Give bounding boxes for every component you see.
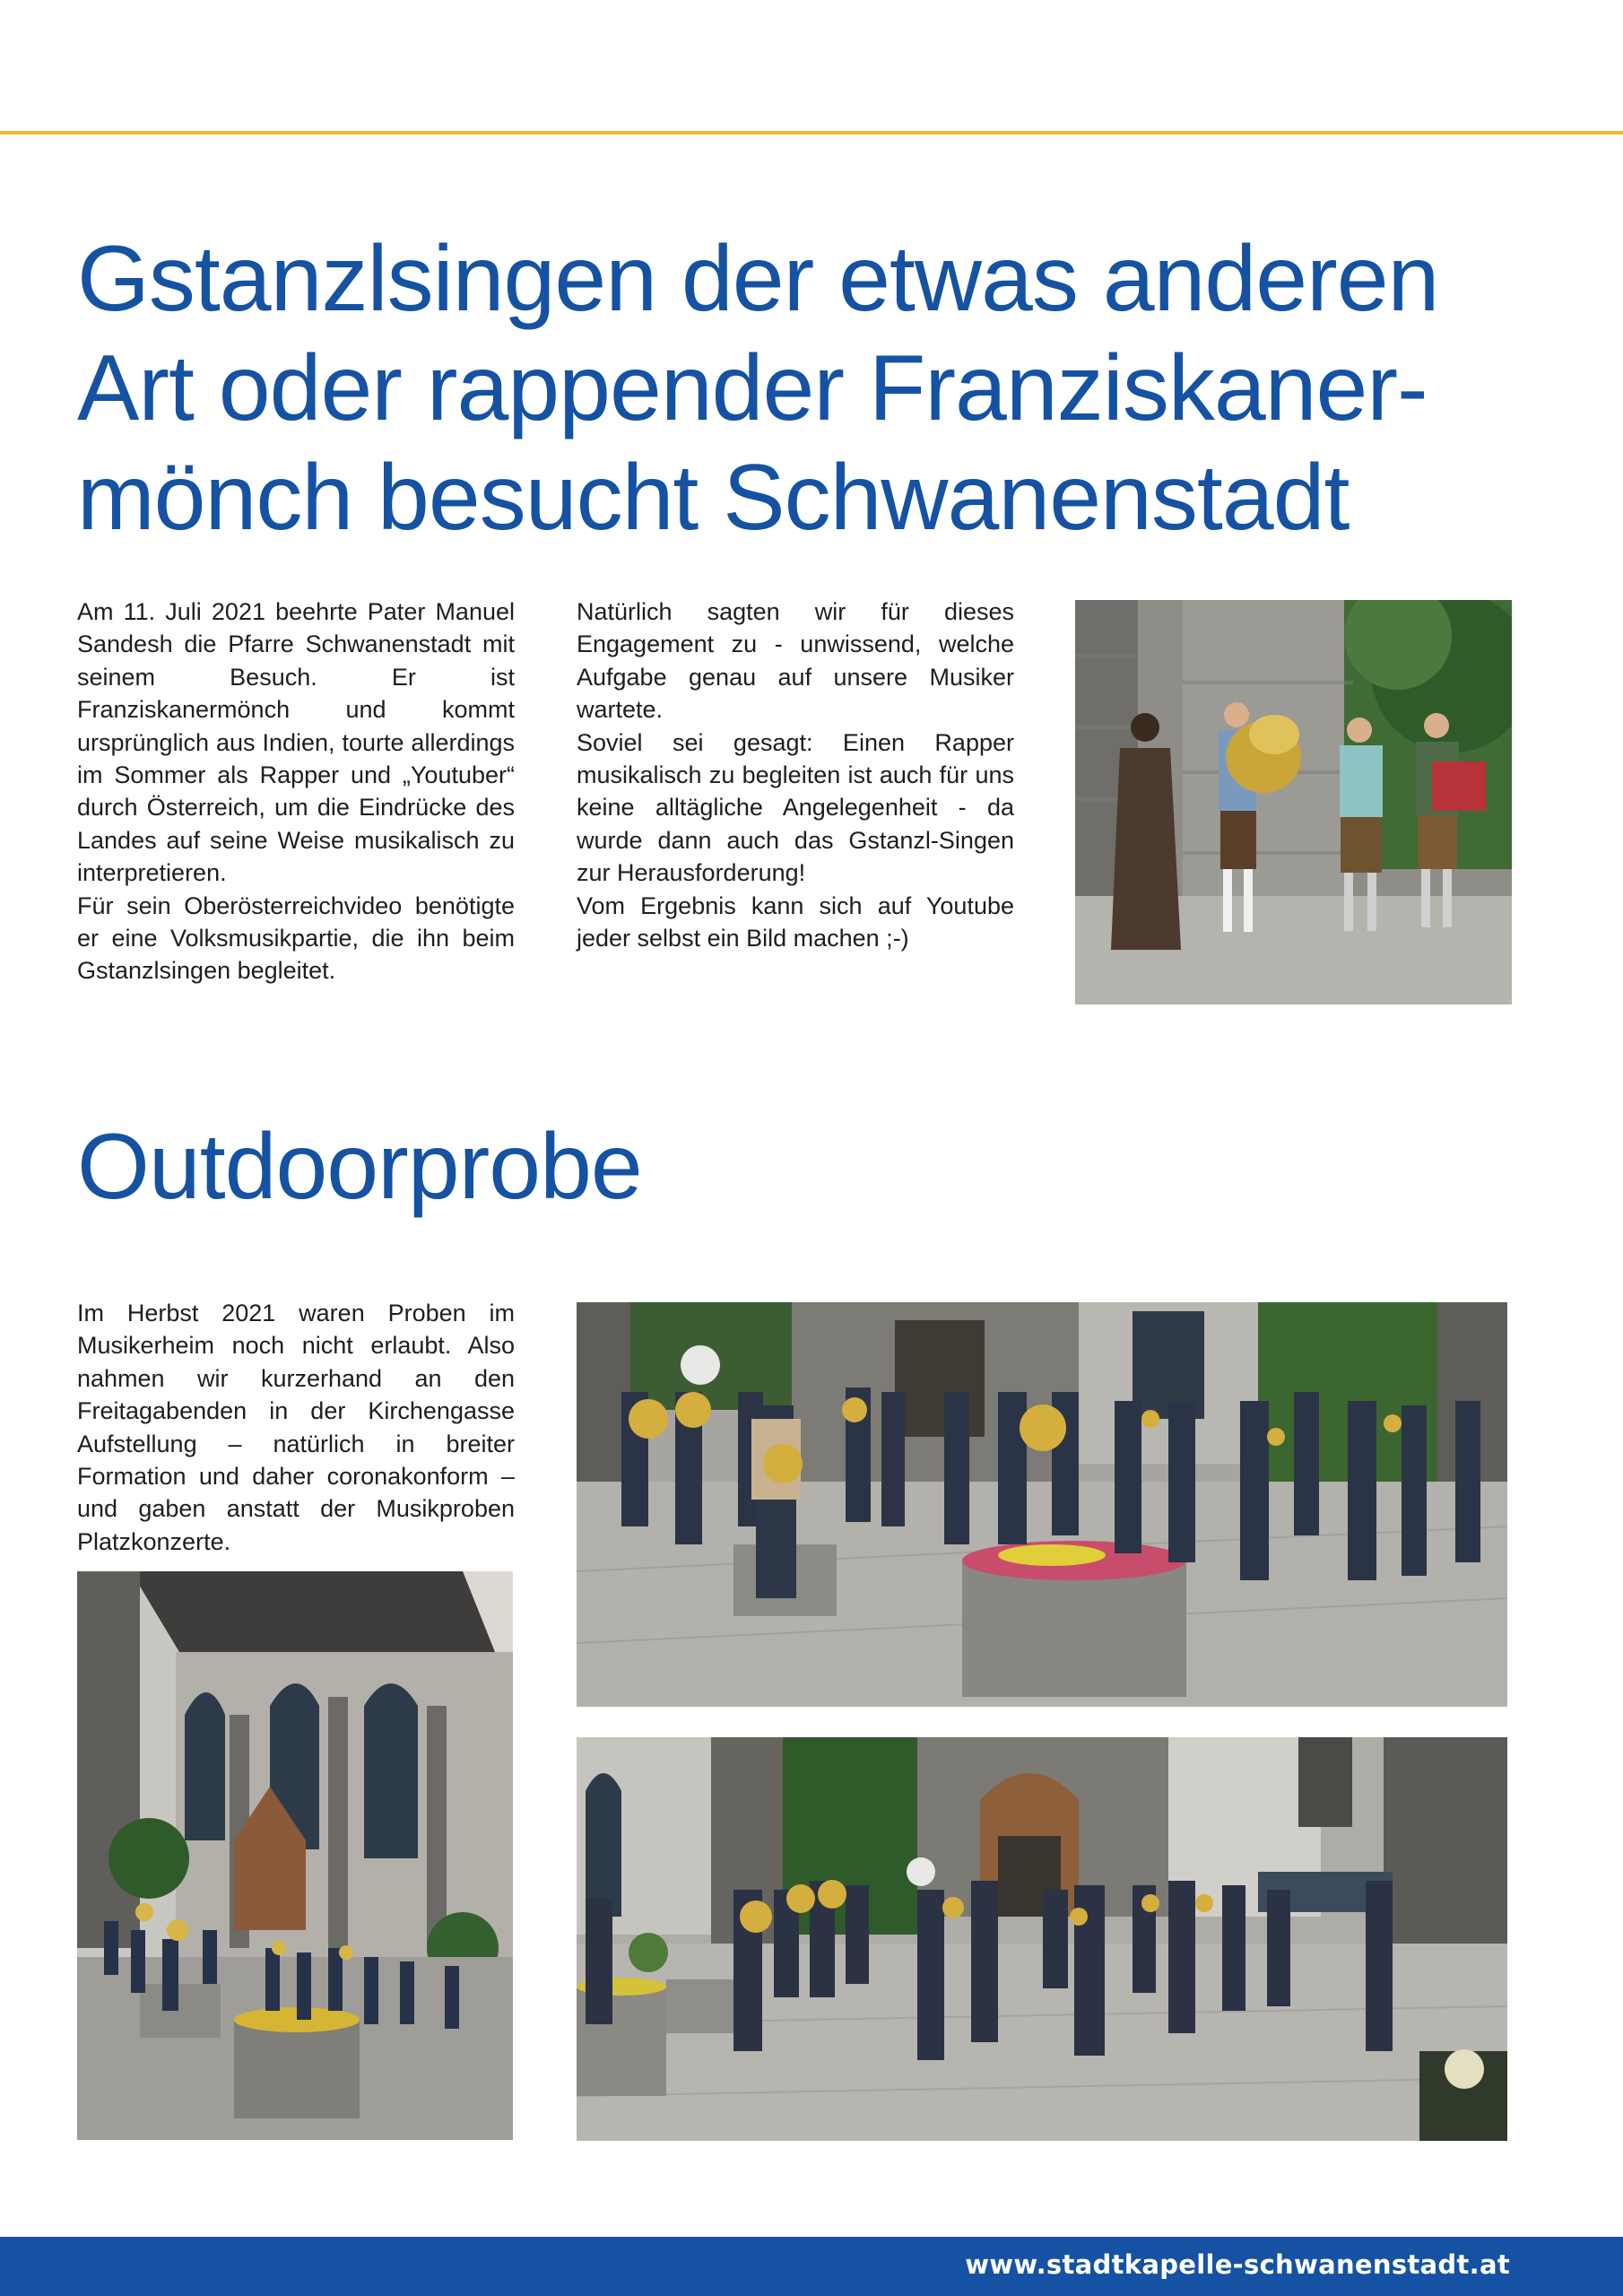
article1-paragraph: Soviel sei gesagt: Einen Rapper musikalisch zu begleiten ist auch für uns keine alltägliche Angelegenheit - da wurde dann auch das Gstanzl-Singen zur Herausforderung! — [577, 728, 1014, 887]
band-square-photo-bottom — [577, 1737, 1507, 2141]
website-url[interactable]: www.stadtkapelle-schwanenstadt.at — [965, 2249, 1510, 2280]
article1-paragraph: Vom Ergebnis kann sich auf Youtube jeder selbst ein Bild machen ;-) — [577, 891, 1014, 952]
band-square-photo-top — [577, 1302, 1507, 1707]
article1-paragraph: Für sein Oberösterreichvideo benötigte er eine Volksmusikpartie, die ihn beim Gstanzlsingen begleitet. — [77, 891, 515, 985]
section-title: Outdoorprobe — [77, 1115, 642, 1219]
article-headline: Gstanzlsingen der etwas anderen Art oder rappender Franziskaner-mönch besucht Schwanenstadt — [77, 227, 1439, 550]
church-band-photo — [77, 1571, 513, 2140]
monk-musicians-photo — [1075, 600, 1512, 1004]
article2-column-1 — [77, 1297, 515, 1558]
article1-paragraph: Am 11. Juli 2021 beehrte Pater Manuel Sandesh die Pfarre Schwanenstadt mit seinem Besuch. Er ist Franziskanermönch und kommt ursprünglich aus Indien, tourte allerdings im Sommer als Rapper und „Youtuber“ durch Österreich, um die Eindrücke des Landes auf seine Weise musikalisch zu interpretieren. — [77, 598, 515, 887]
footer-bar — [0, 2237, 1623, 2296]
article2-paragraph: Im Herbst 2021 waren Proben im Musikerheim noch nicht erlaubt. Also nahmen wir kurzerhand an den Freitagabenden in der Kirchengasse Aufstellung – natürlich in breiter Formation und daher coronakonform – und gaben anstatt der Musikproben Platzkonzerte. — [77, 1300, 515, 1555]
article1-column-2 — [577, 596, 1014, 954]
article1-column-1 — [77, 596, 515, 987]
article1-paragraph: Natürlich sagten wir für dieses Engagement zu - unwissend, welche Aufgabe genau auf unsere Musiker wartete. — [577, 598, 1014, 724]
top-divider — [0, 131, 1623, 135]
